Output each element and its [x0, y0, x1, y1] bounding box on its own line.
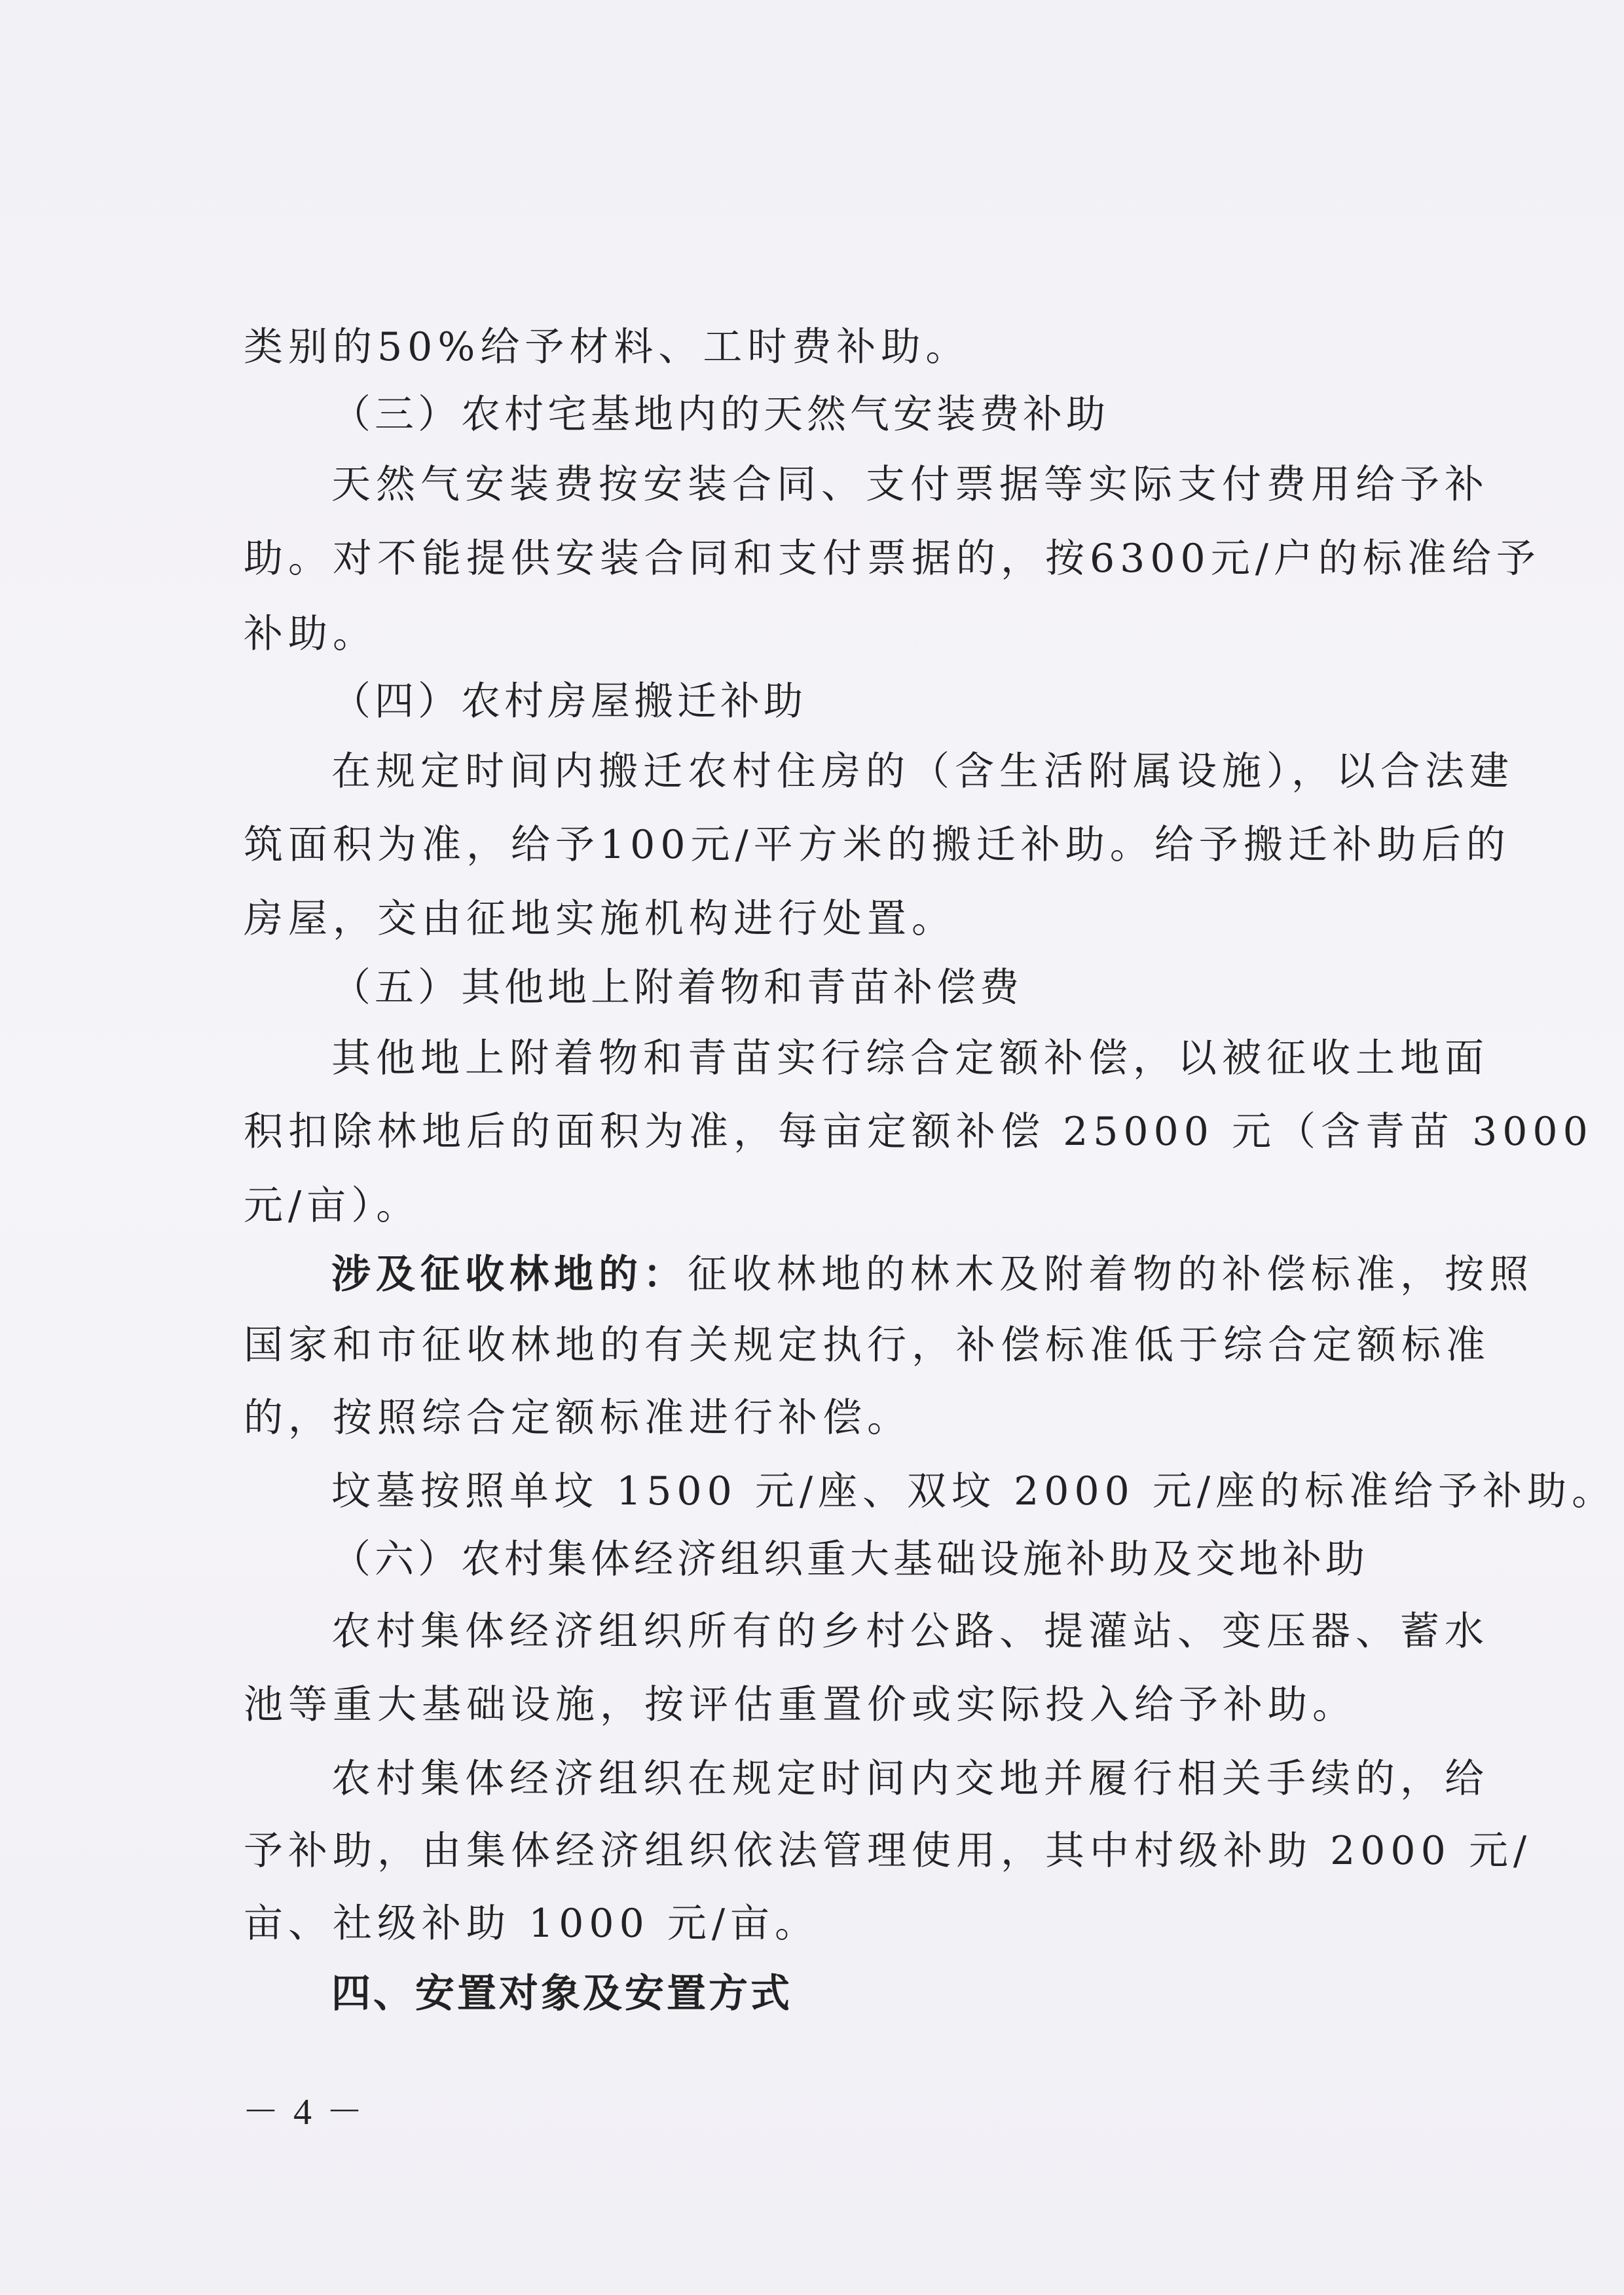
section-heading-5: （五）其他地上附着物和青苗补偿费	[331, 965, 1023, 1011]
section-heading-main-4: 四、安置对象及安置方式	[331, 1971, 792, 2017]
section-heading-3: （三）农村宅基地内的天然气安装费补助	[331, 392, 1109, 438]
forest-land-label: 涉及征收林地的：	[331, 1252, 688, 1297]
text-line: 亩、社级补助 1000 元/亩。	[244, 1901, 820, 1947]
text-line: 予补助，由集体经济组织依法管理使用，其中村级补助 2000 元/	[244, 1828, 1532, 1874]
text-line: 坟墓按照单坟 1500 元/座、双坟 2000 元/座的标准给予补助。	[331, 1468, 1617, 1514]
text-line: 在规定时间内搬迁农村住房的（含生活附属设施），以合法建	[331, 749, 1514, 794]
text-line: 农村集体经济组织所有的乡村公路、提灌站、变压器、蓄水	[331, 1609, 1489, 1654]
text-line: 农村集体经济组织在规定时间内交地并履行相关手续的，给	[331, 1756, 1489, 1802]
text-line: 元/亩）。	[244, 1183, 421, 1229]
forest-land-paragraph-start	[331, 1252, 1534, 1297]
text-line: 池等重大基础设施，按评估重置价或实际投入给予补助。	[244, 1682, 1357, 1728]
text-line: 其他地上附着物和青苗实行综合定额补偿，以被征收土地面	[331, 1036, 1489, 1081]
text-line: 类别的50%给予材料、工时费补助。	[244, 324, 970, 370]
text-line: 筑面积为准，给予100元/平方米的搬迁补助。给予搬迁补助后的	[244, 822, 1511, 868]
forest-land-text: 征收林地的林木及附着物的补偿标准，按照	[688, 1252, 1534, 1297]
text-line: 积扣除林地后的面积为准，每亩定额补偿 25000 元（含青苗 3000	[244, 1109, 1593, 1155]
text-line: 国家和市征收林地的有关规定执行，补偿标准低于综合定额标准	[244, 1322, 1490, 1368]
text-line: 助。对不能提供安装合同和支付票据的，按6300元/户的标准给予	[244, 536, 1541, 582]
text-line: 补助。	[244, 611, 377, 657]
section-heading-6: （六）农村集体经济组织重大基础设施补助及交地补助	[331, 1537, 1369, 1582]
text-line: 的，按照综合定额标准进行补偿。	[244, 1395, 912, 1441]
section-heading-4: （四）农村房屋搬迁补助	[331, 679, 807, 724]
page-number: － 4 －	[242, 2092, 365, 2133]
text-line: 天然气安装费按安装合同、支付票据等实际支付费用给予补	[331, 462, 1489, 508]
text-line: 房屋，交由征地实施机构进行处置。	[244, 896, 956, 942]
